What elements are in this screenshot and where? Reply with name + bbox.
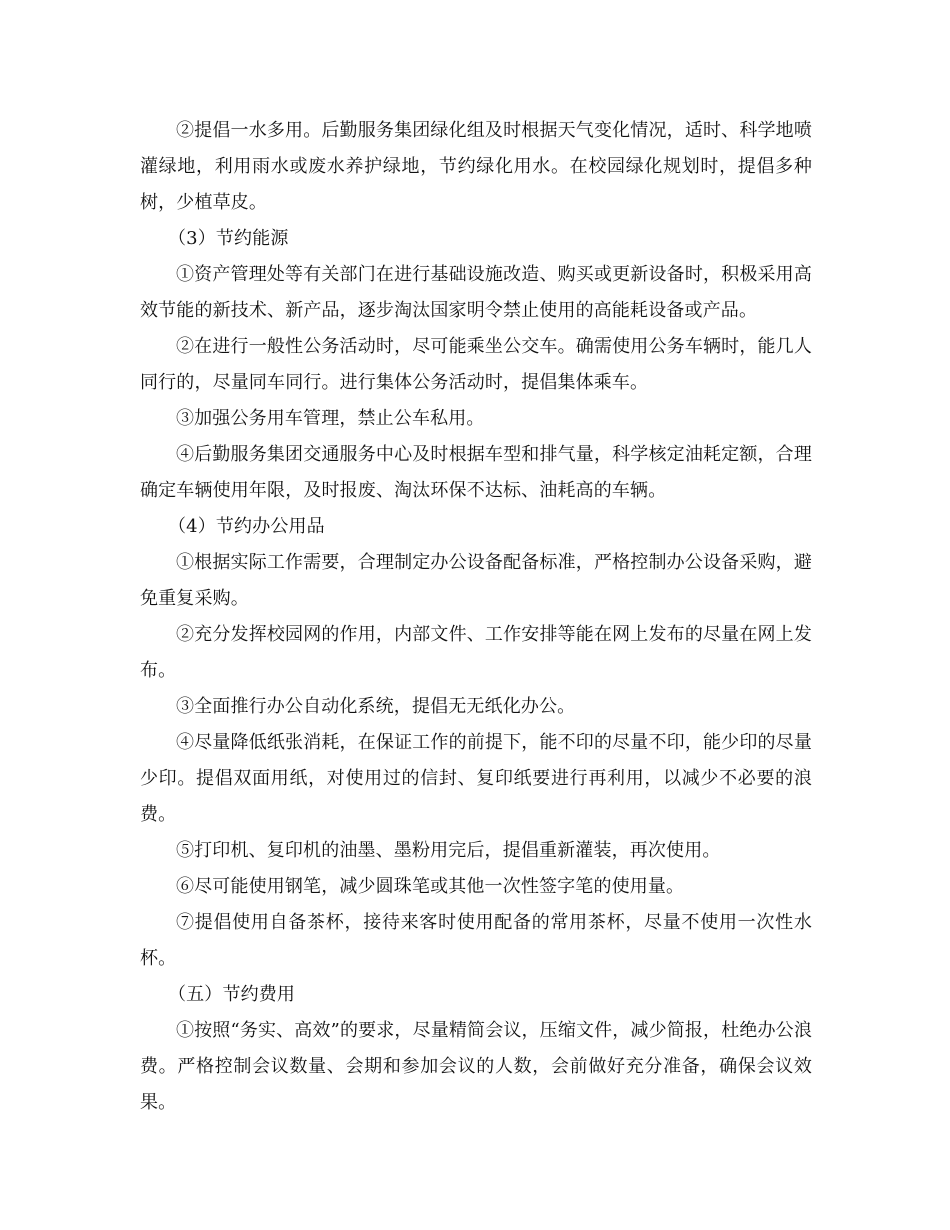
- paragraph-cups: ⑦提倡使用自备茶杯，接待来客时使用配备的常用茶杯，尽量不使用一次性水杯。: [140, 912, 812, 969]
- paragraph-campus-network: ②充分发挥校园网的作用，内部文件、工作安排等能在网上发布的尽量在网上发布。: [140, 624, 812, 681]
- section-heading-save-expenses: （五）节约费用: [168, 984, 296, 1005]
- paragraph-water-reuse: ②提倡一水多用。后勤服务集团绿化组及时根据天气变化情况，适时、科学地喷灌绿地，利用雨水或废水养护绿地，节约绿化用水。在校园绿化规划时，提倡多种树，少植草皮。: [140, 120, 812, 213]
- paragraph-public-transport: ②在进行一般性公务活动时，尽可能乘坐公交车。确需使用公务车辆时，能几人同行的，尽量同车同行。进行集体公务活动时，提倡集体乘车。: [140, 336, 812, 393]
- paragraph-vehicle-management: ③加强公务用车管理，禁止公车私用。: [176, 408, 485, 429]
- paragraph-meetings: ①按照“务实、高效”的要求，尽量精简会议，压缩文件，减少简报，杜绝办公浪费。严格控制会议数量、会期和参加会议的人数，会前做好充分准备，确保会议效果。: [140, 1020, 812, 1113]
- paragraph-ink-refill: ⑤打印机、复印机的油墨、墨粉用完后，提倡重新灌装，再次使用。: [176, 840, 721, 861]
- paragraph-energy-equipment: ①资产管理处等有关部门在进行基础设施改造、购买或更新设备时，积极采用高效节能的新技术、新产品，逐步淘汰国家明令禁止使用的高能耗设备或产品。: [140, 264, 812, 321]
- paragraph-equipment-standard: ①根据实际工作需要，合理制定办公设备配备标准，严格控制办公设备采购，避免重复采购。: [140, 552, 812, 609]
- paragraph-pens: ⑥尽可能使用钢笔，减少圆珠笔或其他一次性签字笔的使用量。: [176, 876, 685, 897]
- section-heading-office-supplies: （4）节约办公用品: [168, 516, 325, 537]
- paragraph-fuel-quota: ④后勤服务集团交通服务中心及时根据车型和排气量，科学核定油耗定额，合理确定车辆使用年限，及时报废、淘汰环保不达标、油耗高的车辆。: [140, 444, 812, 501]
- section-heading-save-energy: （3）节约能源: [168, 228, 289, 249]
- paragraph-office-automation: ③全面推行办公自动化系统，提倡无无纸化办公。: [176, 696, 576, 717]
- paragraph-paper-saving: ④尽量降低纸张消耗，在保证工作的前提下，能不印的尽量不印，能少印的尽量少印。提倡双面用纸，对使用过的信封、复印纸要进行再利用，以减少不必要的浪费。: [140, 732, 812, 825]
- document-body: [140, 113, 812, 1121]
